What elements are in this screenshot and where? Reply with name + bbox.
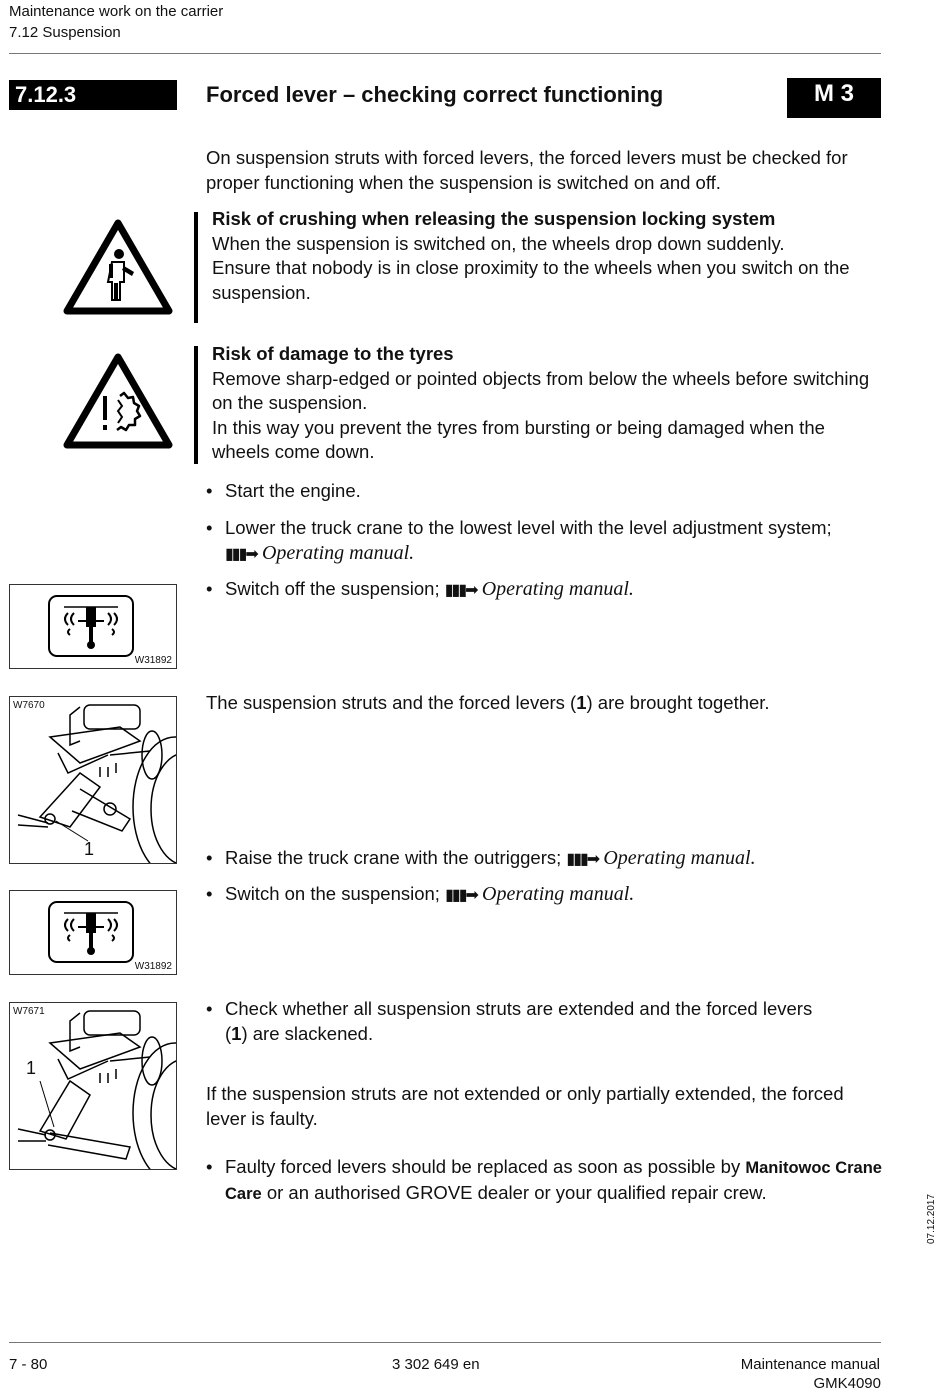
warning-bar-1 [194, 212, 198, 323]
reference-link[interactable]: Operating manual. [603, 847, 756, 869]
reference-arrow-icon: ▮▮▮➡ [445, 887, 477, 904]
manual-type: Maintenance manual [740, 1356, 880, 1373]
step-lower-crane [206, 516, 856, 567]
step-text: Check whether all suspension struts are extended and the forced levers ( [225, 998, 813, 1044]
reference-arrow-icon: ▮▮▮➡ [566, 851, 599, 868]
reference-link[interactable]: Operating manual. [482, 883, 635, 905]
suspension-switch-figure [9, 890, 177, 975]
suspension-switch-figure [9, 584, 177, 669]
suspension-switch-icon [48, 595, 134, 657]
figure-code: W31892 [134, 961, 172, 972]
section-title: 7.12 Suspension [9, 24, 121, 41]
result-text-part: ) are brought together. [586, 692, 770, 713]
callout-ref: 1 [576, 692, 587, 713]
step-text: Switch on the suspension; [225, 883, 440, 904]
bullet: • [206, 517, 213, 538]
revision-date: 07.12.2017 [926, 1193, 937, 1244]
step-text: or an authorised GROVE dealer or your qualified repair crew. [266, 1181, 767, 1203]
step-switch-on [206, 882, 882, 909]
bullet: • [206, 847, 213, 868]
footer-rule [9, 1342, 881, 1343]
warning-line: Remove sharp-edged or pointed objects from below the wheels before switching on the suspension. [212, 367, 870, 413]
warning-title: Risk of crushing when releasing the suspension locking system [212, 208, 776, 229]
bullet: • [206, 883, 213, 904]
fault-note: If the suspension struts are not extended or only partially extended, the forced lever is faulty. [206, 1083, 844, 1129]
bullet: • [206, 998, 213, 1019]
step-text: Switch off the suspension; [225, 578, 440, 599]
warning-title: Risk of damage to the tyres [212, 343, 454, 364]
step-start-engine [206, 479, 882, 504]
warning-tyres [212, 342, 882, 465]
suspension-strut-drawing [10, 1003, 176, 1169]
step-text: ) are slackened. [241, 1022, 374, 1044]
step-text: Raise the truck crane with the outriggers; [225, 847, 562, 868]
warning-crushing [212, 207, 882, 305]
bullet: • [206, 578, 213, 599]
page-number: 7 - 80 [9, 1356, 48, 1373]
document-number: 3 302 649 en [392, 1356, 480, 1373]
warning-line: In this way you prevent the tyres from bursting or being damaged when the wheels come down. [212, 416, 825, 462]
chapter-title: Maintenance work on the carrier [9, 3, 224, 20]
result-text-part: The suspension struts and the forced levers ( [206, 692, 577, 713]
callout-label: 1 [84, 839, 95, 859]
step-check-struts [206, 997, 826, 1046]
section-heading: Forced lever – checking correct functioning [206, 82, 664, 107]
bullet: • [206, 1156, 213, 1177]
bullet: • [206, 480, 213, 501]
warning-line: When the suspension is switched on, the wheels drop down suddenly. [212, 232, 785, 254]
callout-label: 1 [26, 1058, 37, 1078]
intro-text: On suspension struts with forced levers, the forced levers must be checked for proper functioning when the suspension is switched on and off. [206, 147, 848, 193]
reference-arrow-icon: ▮▮▮➡ [444, 582, 477, 599]
header-rule [9, 53, 881, 54]
figure-code: W7671 [13, 1006, 45, 1017]
step-raise-crane [206, 846, 882, 873]
step-text: Lower the truck crane to the lowest level with the level adjustment system; [225, 517, 832, 538]
figure-code: W7670 [13, 700, 45, 711]
step-text: Start the engine. [225, 480, 361, 501]
crushing-hazard-icon [62, 218, 174, 316]
warning-line: Ensure that nobody is in close proximity to the wheels when you switch on the suspension. [212, 257, 850, 303]
step-replace-levers [206, 1155, 882, 1206]
callout-ref: 1 [231, 1022, 242, 1044]
reference-arrow-icon: ▮▮▮➡ [225, 545, 257, 563]
figure-code: W31892 [134, 655, 172, 666]
section-number: 7.12.3 [9, 80, 177, 110]
crane-model: GMK4090 [813, 1375, 881, 1392]
step-switch-off [206, 577, 882, 604]
strut-figure-w7670 [9, 696, 177, 864]
service-name: Manitowoc Crane Care [225, 1159, 882, 1203]
result-text [206, 691, 882, 716]
step-text: Faulty forced levers should be replaced as soon as possible by [225, 1156, 741, 1177]
suspension-switch-icon [48, 901, 134, 963]
warning-bar-2 [194, 346, 198, 464]
damage-hazard-icon [62, 352, 174, 450]
maintenance-interval-badge: M 3 [787, 78, 881, 118]
reference-link[interactable]: Operating manual. [481, 578, 634, 600]
strut-figure-w7671 [9, 1002, 177, 1170]
reference-link[interactable]: Operating manual. [261, 541, 415, 564]
